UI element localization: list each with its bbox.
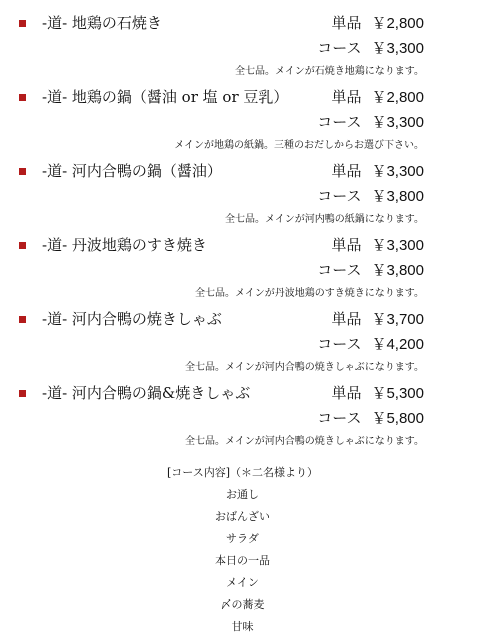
course-price: ￥5,800 xyxy=(371,410,424,427)
single-price-row xyxy=(331,309,424,330)
course-price-row xyxy=(317,260,424,281)
single-price: ￥3,300 xyxy=(371,163,424,180)
dish-name: -道- 地鶏の石焼き xyxy=(42,14,162,32)
menu-item xyxy=(0,89,485,163)
course-label: コース xyxy=(317,113,362,131)
single-label: 単品 xyxy=(331,236,362,254)
course-price-row xyxy=(317,112,424,133)
bullet-icon xyxy=(19,242,26,249)
menu-item xyxy=(0,15,485,89)
course-price-row xyxy=(317,38,424,59)
course-label: コース xyxy=(317,409,362,427)
bullet-icon xyxy=(19,20,26,27)
dish-note: 全七品。メインが河内鴨の紙鍋になります。 xyxy=(225,214,424,225)
dish-note: 全七品。メインが石焼き地鶏になります。 xyxy=(235,66,424,77)
course-price-row xyxy=(317,186,424,207)
menu-item xyxy=(0,237,485,311)
course-item: メイン xyxy=(226,576,259,589)
course-item: 〆の蕎麦 xyxy=(220,598,265,611)
course-item: お通し xyxy=(226,488,259,501)
single-label: 単品 xyxy=(331,162,362,180)
single-price: ￥3,300 xyxy=(371,237,424,254)
dish-name: -道- 河内合鴨の鍋&焼きしゃぶ xyxy=(42,384,251,402)
dish-note: 全七品。メインが丹波地鶏のすき焼きになります。 xyxy=(195,288,424,299)
bullet-icon xyxy=(19,168,26,175)
course-item: 本日の一品 xyxy=(215,554,270,567)
single-price-row xyxy=(331,161,424,182)
course-contents xyxy=(0,466,485,642)
course-label: コース xyxy=(317,261,362,279)
menu-item xyxy=(0,385,485,459)
single-label: 単品 xyxy=(331,14,362,32)
single-price: ￥5,300 xyxy=(371,385,424,402)
bullet-icon xyxy=(19,94,26,101)
single-price: ￥2,800 xyxy=(371,15,424,32)
course-label: コース xyxy=(317,187,362,205)
course-label: コース xyxy=(317,335,362,353)
bullet-icon xyxy=(19,390,26,397)
course-price: ￥3,300 xyxy=(371,114,424,131)
single-label: 単品 xyxy=(331,384,362,402)
dish-name: -道- 地鶏の鍋（醤油 or 塩 or 豆乳） xyxy=(42,88,289,106)
course-price: ￥3,300 xyxy=(371,40,424,57)
dish-note: メインが地鶏の紙鍋。三種のおだしからお選び下さい。 xyxy=(174,140,424,151)
dish-note: 全七品。メインが河内合鴨の焼きしゃぶになります。 xyxy=(185,436,424,447)
single-label: 単品 xyxy=(331,310,362,328)
course-label: コース xyxy=(317,39,362,57)
course-price: ￥4,200 xyxy=(371,336,424,353)
single-label: 単品 xyxy=(331,88,362,106)
bullet-icon xyxy=(19,316,26,323)
course-item: サラダ xyxy=(226,532,259,545)
course-price: ￥3,800 xyxy=(371,262,424,279)
single-price-row xyxy=(331,13,424,34)
single-price-row xyxy=(331,235,424,256)
course-price-row xyxy=(317,408,424,429)
dish-name: -道- 河内合鴨の焼きしゃぶ xyxy=(42,310,222,328)
course-item: 甘味 xyxy=(231,620,254,633)
single-price: ￥2,800 xyxy=(371,89,424,106)
single-price: ￥3,700 xyxy=(371,311,424,328)
dish-note: 全七品。メインが河内合鴨の焼きしゃぶになります。 xyxy=(185,362,424,373)
single-price-row xyxy=(331,383,424,404)
dish-name: -道- 丹波地鶏のすき焼き xyxy=(42,236,207,254)
course-item: おばんざい xyxy=(215,510,270,523)
dish-name: -道- 河内合鴨の鍋（醤油） xyxy=(42,162,222,180)
menu-item xyxy=(0,163,485,237)
menu-item xyxy=(0,311,485,385)
single-price-row xyxy=(331,87,424,108)
course-price-row xyxy=(317,334,424,355)
course-price: ￥3,800 xyxy=(371,188,424,205)
course-title: [コース内容]（＊二名様より） xyxy=(166,466,319,479)
